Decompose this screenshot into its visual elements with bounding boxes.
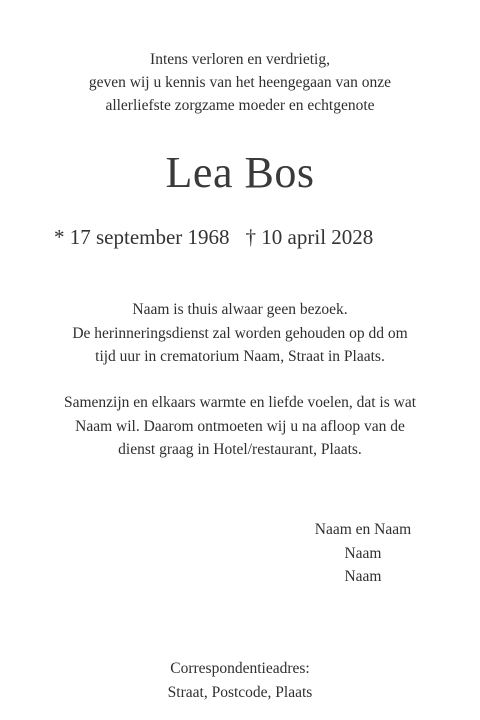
correspondence-label: Correspondentieadres: [170, 660, 310, 677]
life-dates [54, 222, 373, 252]
intro-text [0, 48, 480, 117]
correspondence-address [0, 657, 480, 704]
birth-date: * 17 september 1968 [54, 225, 230, 249]
paragraph-line: Samenzijn en elkaars warmte en liefde voelen, dat is wat [63, 394, 417, 411]
signoff-line: Naam [344, 568, 382, 585]
family-signoff [300, 518, 426, 589]
signoff-line: Naam en Naam [314, 521, 412, 538]
paragraph-line: tijd uur in crematorium Naam, Straat in Plaats. [95, 348, 385, 365]
correspondence-street: Straat, Postcode, Plaats [167, 683, 313, 701]
intro-line: geven wij u kennis van het heengegaan van onze [88, 74, 392, 91]
paragraph-line: De herinneringsdienst zal worden gehouden op dd om [72, 324, 408, 342]
intro-line: Intens verloren en verdrietig, [150, 51, 330, 68]
paragraph-line: Naam wil. Daarom ontmoeten wij u na afloop van de [75, 417, 405, 435]
deceased-name: Lea Bos [165, 148, 315, 197]
signoff-line: Naam [344, 544, 382, 562]
paragraph-line: dienst graag in Hotel/restaurant, Plaats. [118, 441, 362, 458]
intro-line: allerliefste zorgzame moeder en echtgenote [105, 97, 375, 114]
gathering-details [0, 391, 480, 462]
paragraph-line: Naam is thuis alwaar geen bezoek. [132, 301, 348, 318]
death-date: † 10 april 2028 [245, 225, 374, 249]
service-details [0, 298, 480, 369]
